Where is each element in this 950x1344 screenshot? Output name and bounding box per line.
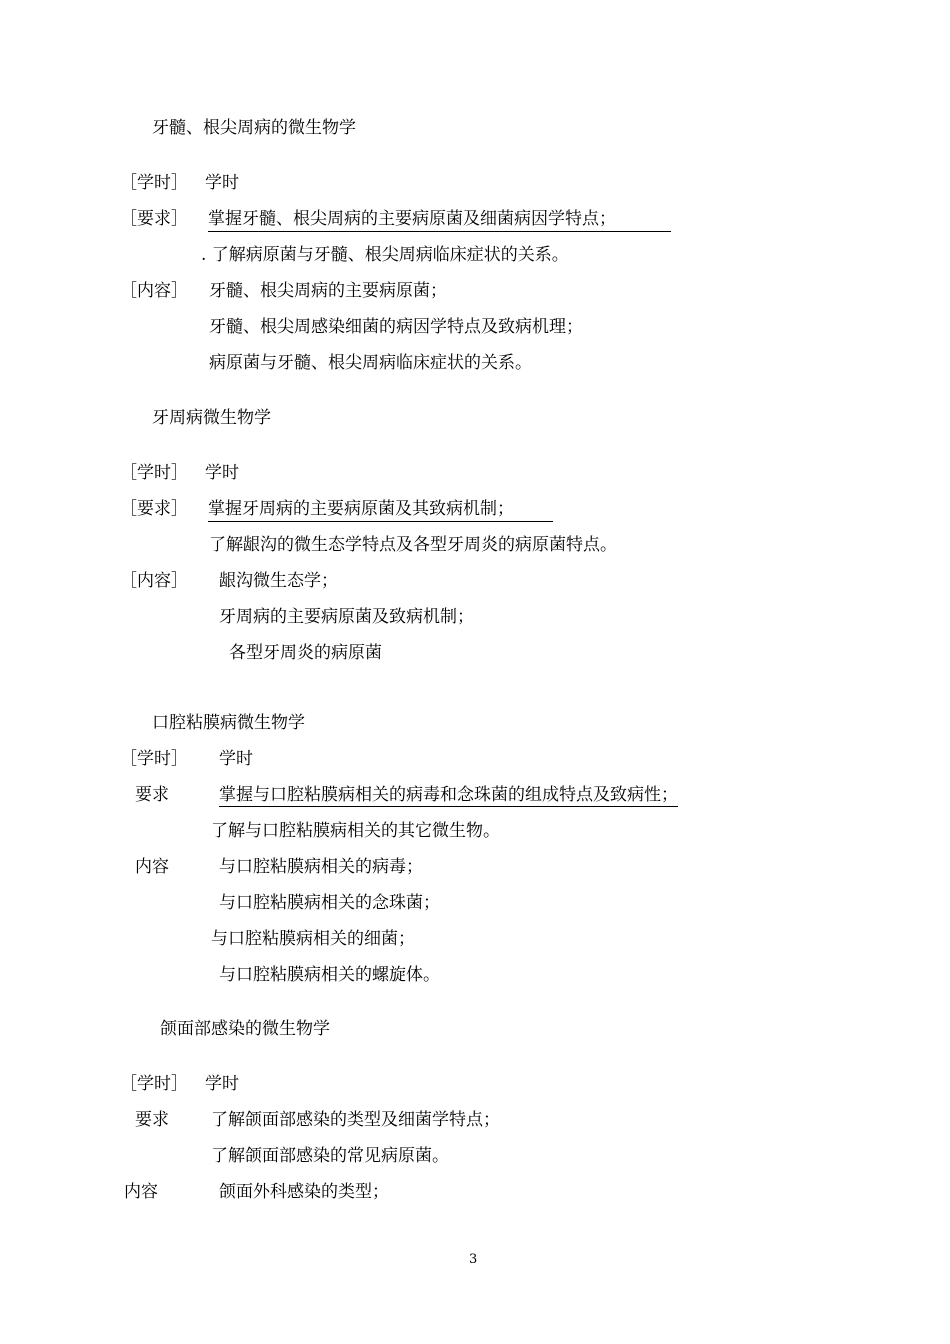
content-item: 与口腔粘膜病相关的螺旋体。 [219, 965, 440, 985]
content-item: 颌面外科感染的类型； [219, 1182, 389, 1202]
content-label: ［内容］ [120, 281, 188, 301]
requirement-item: 掌握牙周病的主要病原菌及其致病机制； [208, 498, 553, 522]
hours-value: 学时 [205, 1074, 239, 1094]
content-item: 各型牙周炎的病原菌 [229, 643, 382, 663]
content-label: 内容 [135, 857, 169, 877]
content-item: 病原菌与牙髓、根尖周病临床症状的关系。 [209, 353, 532, 373]
requirements-label: 要求 [135, 1110, 169, 1130]
content-item: 与口腔粘膜病相关的念珠菌； [219, 893, 440, 913]
requirement-item: 掌握牙髓、根尖周病的主要病原菌及细菌病因学特点； [208, 208, 671, 232]
hours-label: ［学时］ [120, 463, 188, 483]
hours-label: ［学时］ [120, 173, 188, 193]
content-label: ［内容］ [120, 571, 188, 591]
content-item: 与口腔粘膜病相关的细菌； [211, 929, 415, 949]
hours-value: 学时 [219, 749, 253, 769]
content-item: 牙髓、根尖周感染细菌的病因学特点及致病机理； [209, 317, 583, 337]
content-item: 牙髓、根尖周病的主要病原菌； [209, 281, 447, 301]
content-item: 与口腔粘膜病相关的病毒； [219, 857, 423, 877]
hours-value: 学时 [205, 173, 239, 193]
requirement-item: . 了解病原菌与牙髓、根尖周病临床症状的关系。 [201, 245, 569, 265]
section-title: 牙周病微生物学 [152, 408, 271, 428]
requirement-text: 掌握与口腔粘膜病相关的病毒和念珠菌的组成特点及致病性； [219, 785, 678, 805]
requirement-item: 了解与口腔粘膜病相关的其它微生物。 [211, 821, 500, 841]
requirements-label: ［要求］ [120, 209, 188, 229]
page-number: 3 [469, 1252, 478, 1267]
hours-label: ［学时］ [120, 749, 188, 769]
requirement-item: 了解龈沟的微生态学特点及各型牙周炎的病原菌特点。 [209, 535, 617, 555]
section-title: 口腔粘膜病微生物学 [152, 713, 305, 733]
requirement-item [219, 784, 678, 806]
hours-value: 学时 [205, 463, 239, 483]
content-label: 内容 [124, 1182, 158, 1202]
requirements-label: ［要求］ [120, 499, 188, 519]
requirements-label: 要求 [135, 785, 169, 805]
requirement-item: 了解颌面部感染的类型及细菌学特点； [211, 1110, 500, 1130]
content-item: 牙周病的主要病原菌及致病机制； [219, 607, 474, 627]
section-title: 牙髓、根尖周病的微生物学 [152, 118, 356, 138]
hours-label: ［学时］ [120, 1074, 188, 1094]
content-item: 龈沟微生态学； [219, 571, 338, 591]
section-title: 颌面部感染的微生物学 [160, 1019, 330, 1039]
requirement-item: 了解颌面部感染的常见病原菌。 [211, 1146, 449, 1166]
